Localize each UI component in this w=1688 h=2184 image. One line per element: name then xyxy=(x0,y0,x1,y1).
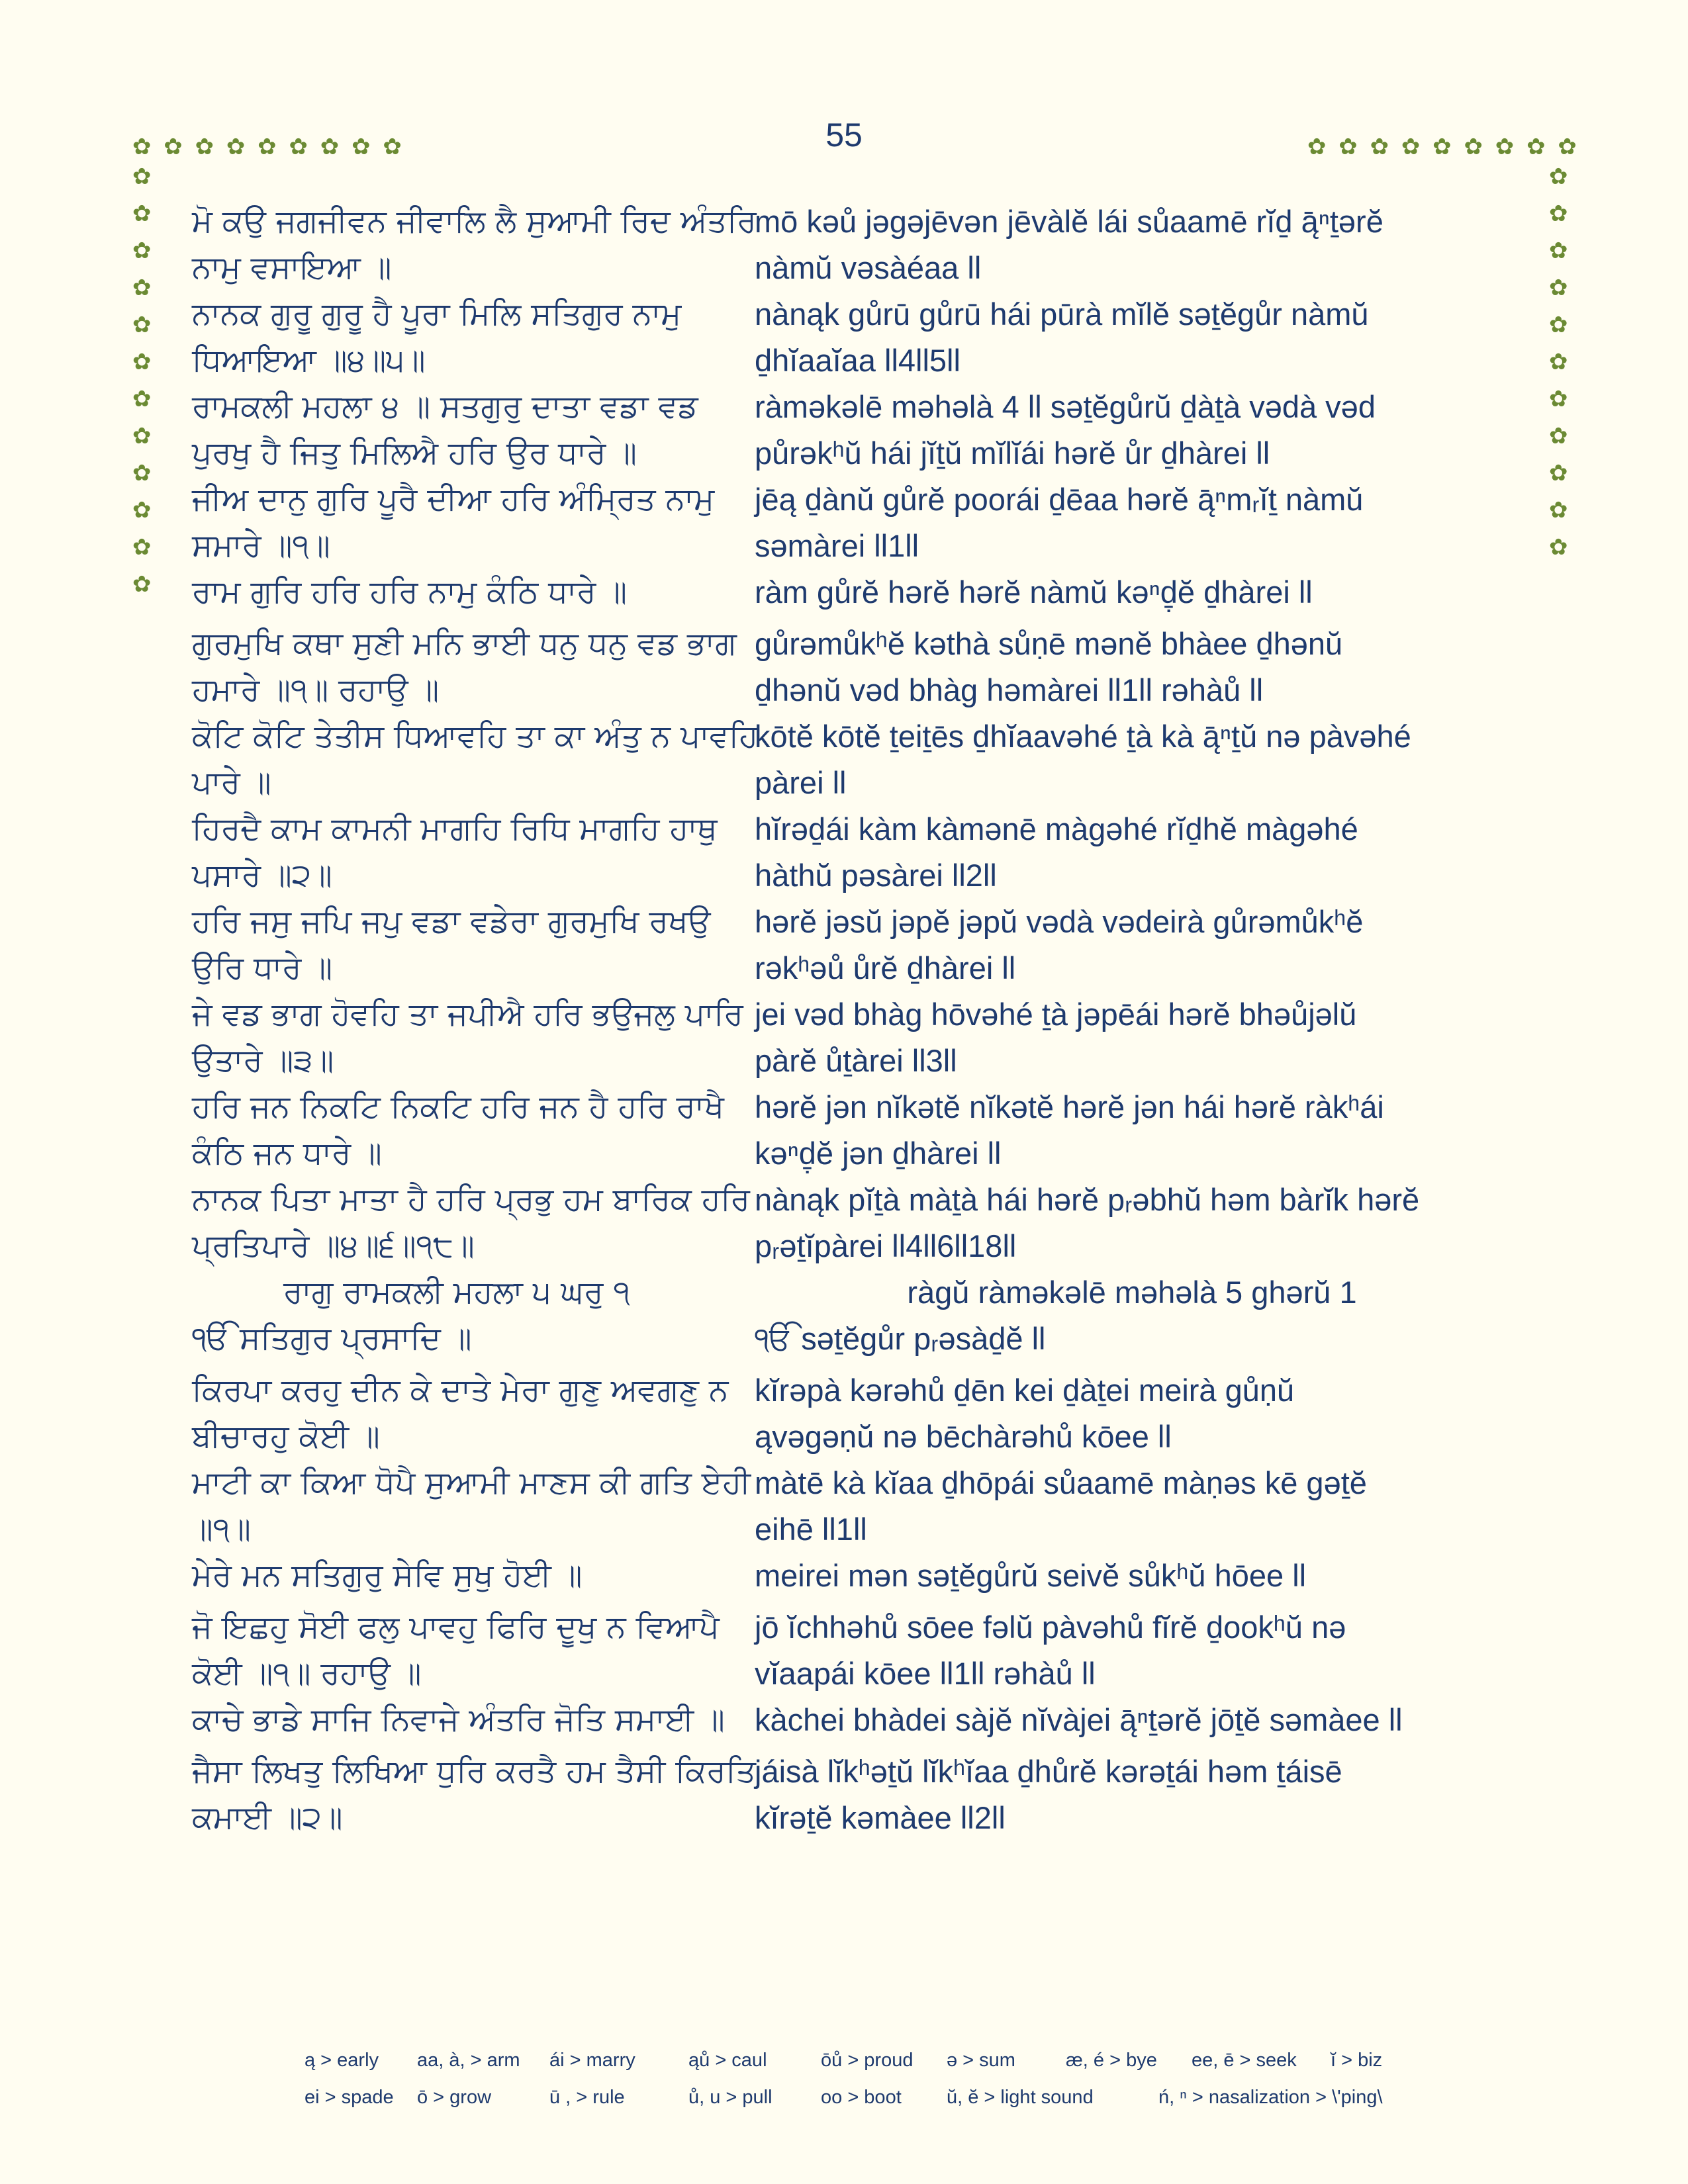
legend-item: ą > early xyxy=(305,2049,379,2071)
transliteration-line: půrəkʰŭ hái jĭṯŭ mĭlĭái hərĕ ůr ḏhàrei ll xyxy=(755,435,1270,471)
transliteration-line: ąvəgəṇŭ nə bēchàrəhů kōee ll xyxy=(755,1419,1172,1454)
transliteration-line: hərĕ jən nĭkətĕ nĭkətĕ hərĕ jən hái hərĕ ràkʰái xyxy=(755,1089,1384,1124)
gurmukhi-line: ਰਾਗੁ ਰਾਮਕਲੀ ਮਹਲਾ ੫ ਘਰੁ ੧ xyxy=(283,1274,630,1310)
gurmukhi-line: ਪਾਰੇ ॥ xyxy=(192,764,271,801)
gurmukhi-text xyxy=(192,1269,741,1316)
transliteration-line: vĭaapái kōee ll1ll rəhàů ll xyxy=(755,1656,1096,1691)
gurmukhi-text xyxy=(192,1316,741,1362)
gurmukhi-line: ਨਾਨਕ ਪਿਤਾ ਮਾਤਾ ਹੈ ਹਰਿ ਪ੍ਰਭੁ ਹਮ ਬਾਰਿਕ ਹਰਿ xyxy=(192,1181,750,1218)
verse-row xyxy=(192,621,1509,713)
legend-item: ŭ, ĕ > light sound xyxy=(947,2086,1094,2108)
gurmukhi-text xyxy=(192,806,741,899)
transliteration-text xyxy=(741,1367,1509,1460)
legend-item: ů, u > pull xyxy=(688,2086,773,2108)
gurmukhi-line: ਮੇਰੇ ਮਨ ਸਤਿਗੁਰੁ ਸੇਵਿ ਸੁਖੁ ਹੋਈ ॥ xyxy=(192,1557,583,1594)
verse-row xyxy=(192,1084,1509,1177)
transliteration-line: kəⁿḏ̣ĕ jən ḏhàrei ll xyxy=(755,1136,1002,1171)
transliteration-text xyxy=(741,1460,1509,1553)
legend-item: æ, é > bye xyxy=(1066,2049,1157,2071)
transliteration-line: eihē ll1ll xyxy=(755,1512,867,1547)
transliteration-line: mō kəů jəgəjēvən jēvàlĕ lái sůaamē rĭḏ ą̄ⁿṯərĕ xyxy=(755,204,1383,239)
left-flower-border: ✿ ✿ ✿ ✿ ✿ ✿ ✿ ✿ ✿ ✿ ✿ ✿ xyxy=(132,163,152,598)
gurmukhi-line: ਕੋਟਿ ਕੋਟਿ ਤੇਤੀਸ ਧਿਆਵਹਿ ਤਾ ਕਾ ਅੰਤੁ ਨ ਪਾਵਹਿ xyxy=(192,718,759,754)
legend-item: ĭ > biz xyxy=(1331,2049,1383,2071)
transliteration-line: jáisà lĭkʰəṯŭ lĭkʰĭaa ḏhůrĕ kərəṯái həm ṯáisē xyxy=(755,1754,1342,1789)
transliteration-line: ੴ səṯĕgůr pᵣəsàḏĕ ll xyxy=(755,1321,1046,1356)
gurmukhi-line: ਮੋ ਕਉ ਜਗਜੀਵਨ ਜੀਵਾਲਿ ਲੈ ਸੁਆਮੀ ਰਿਦ ਅੰਤਰਿ xyxy=(192,203,757,240)
gurmukhi-line: ਗੁਰਮੁਖਿ ਕਥਾ ਸੁਣੀ ਮਨਿ ਭਾਈ ਧਨੁ ਧਨੁ ਵਡ ਭਾਗ xyxy=(192,625,737,662)
transliteration-line: kĭrəpà kərəhů ḏēn kei ḏàṯei meirà gůṇŭ xyxy=(755,1373,1295,1408)
transliteration-text xyxy=(741,1084,1509,1177)
transliteration-line: kōtĕ kōtĕ ṯeiṯēs ḏhĭaavəhé ṯà kà ą̄ⁿṯŭ nə pàvəhé xyxy=(755,719,1411,754)
legend-row xyxy=(305,2079,1483,2116)
transliteration-line: jō ĭchhəhů sōee fəlŭ pàvəhů fĭrĕ ḏookʰŭ nə xyxy=(755,1610,1346,1645)
transliteration-text xyxy=(741,291,1509,384)
legend-item: oo > boot xyxy=(821,2086,902,2108)
legend-item: ei > spade xyxy=(305,2086,394,2108)
legend-item: ə > sum xyxy=(947,2049,1015,2071)
gurmukhi-text xyxy=(192,621,741,713)
transliteration-text xyxy=(741,1269,1509,1316)
verse-row xyxy=(192,991,1509,1084)
transliteration-text xyxy=(741,384,1509,477)
gurmukhi-line: ਕਮਾਈ ॥੨॥ xyxy=(192,1799,343,1836)
transliteration-line: ràgŭ ràməkəlē məhəlà 5 ghərŭ 1 xyxy=(907,1275,1357,1310)
gurmukhi-text xyxy=(192,1553,741,1599)
gurmukhi-line: ਉਰਿ ਧਾਰੇ ॥ xyxy=(192,950,333,986)
transliteration-line: meirei mən səṯĕgůrŭ seivĕ sůkʰŭ hōee ll xyxy=(755,1558,1307,1593)
verse-row xyxy=(192,1553,1509,1599)
verse-row xyxy=(192,1460,1509,1553)
verse-row xyxy=(192,384,1509,477)
verse-row xyxy=(192,291,1509,384)
transliteration-text xyxy=(741,569,1509,615)
legend-item: ō > grow xyxy=(417,2086,492,2108)
gurmukhi-line: ਨਾਨਕ ਗੁਰੂ ਗੁਰੂ ਹੈ ਪੂਰਾ ਮਿਲਿ ਸਤਿਗੁਰ ਨਾਮੁ xyxy=(192,296,682,332)
legend-item: ee, ē > seek xyxy=(1192,2049,1297,2071)
legend-item: ū , > rule xyxy=(549,2086,625,2108)
verse-row xyxy=(192,713,1509,806)
transliteration-line: kĭrəṯĕ kəmàee ll2ll xyxy=(755,1800,1006,1835)
verse-row xyxy=(192,1269,1509,1316)
transliteration-line: gůrəmůkʰĕ kəthà sůṇē mənĕ bhàee ḏhənŭ xyxy=(755,626,1343,661)
pronunciation-legend xyxy=(305,2042,1483,2116)
gurmukhi-line: ਨਾਮੁ ਵਸਾਇਆ ॥ xyxy=(192,250,392,286)
verse-row xyxy=(192,569,1509,615)
verse-list xyxy=(192,199,1509,1841)
gurmukhi-line: ਉਤਾਰੇ ॥੩॥ xyxy=(192,1042,334,1079)
transliteration-text xyxy=(741,1316,1509,1362)
transliteration-line: nànąk gůrū gůrū hái pūrà mĭlĕ səṯĕgůr nàmŭ xyxy=(755,296,1369,332)
gurmukhi-text xyxy=(192,199,757,291)
transliteration-text xyxy=(741,1749,1509,1841)
gurmukhi-text xyxy=(192,991,741,1084)
transliteration-line: nàmŭ vəsàéaa ll xyxy=(755,250,982,285)
transliteration-line: nànąk pĭṯà màṯà hái hərĕ pᵣəbhŭ həm bàrĭk hərĕ xyxy=(755,1182,1420,1217)
verse-row xyxy=(192,899,1509,991)
verse-row xyxy=(192,199,1509,291)
verse-row xyxy=(192,1367,1509,1460)
gurmukhi-text xyxy=(192,569,741,615)
gurmukhi-text xyxy=(192,1367,741,1460)
top-right-flower-border: ✿ ✿ ✿ ✿ ✿ ✿ ✿ ✿ ✿ xyxy=(1307,134,1579,160)
top-left-flower-border: ✿ ✿ ✿ ✿ ✿ ✿ ✿ ✿ ✿ xyxy=(132,134,404,160)
transliteration-text xyxy=(741,621,1509,713)
gurmukhi-line: ਜੇ ਵਡ ਭਾਗ ਹੋਵਹਿ ਤਾ ਜਪੀਐ ਹਰਿ ਭਉਜਲੁ ਪਾਰਿ xyxy=(192,996,743,1032)
gurmukhi-line: ਹਰਿ ਜਨ ਨਿਕਟਿ ਨਿਕਟਿ ਹਰਿ ਜਨ ਹੈ ਹਰਿ ਰਾਖੈ xyxy=(192,1089,724,1125)
gurmukhi-line: ਕੋਈ ॥੧॥ ਰਹਾਉ ॥ xyxy=(192,1655,422,1692)
gurmukhi-line: ਜੈਸਾ ਲਿਖਤੁ ਲਿਖਿਆ ਧੁਰਿ ਕਰਤੈ ਹਮ ਤੈਸੀ ਕਿਰਤਿ xyxy=(192,1753,756,1790)
gurmukhi-text xyxy=(192,477,741,569)
transliteration-text xyxy=(741,899,1509,991)
transliteration-line: hərĕ jəsŭ jəpĕ jəpŭ vədà vədeirà gůrəmůkʰĕ xyxy=(755,904,1364,939)
gurmukhi-text xyxy=(192,1697,741,1743)
gurmukhi-line: ਹਰਿ ਜਸੁ ਜਪਿ ਜਪੁ ਵਡਾ ਵਡੇਰਾ ਗੁਰਮੁਖਿ ਰਖਉ xyxy=(192,903,711,940)
transliteration-line: màtē kà kĭaa ḏhōpái sůaamē màṇəs kē gəṯĕ xyxy=(755,1465,1367,1500)
gurmukhi-text xyxy=(192,291,741,384)
legend-row xyxy=(305,2042,1483,2079)
gurmukhi-line: ਹਮਾਰੇ ॥੧॥ ਰਹਾਉ ॥ xyxy=(192,672,440,708)
legend-item: ōů > proud xyxy=(821,2049,914,2071)
transliteration-text xyxy=(741,1553,1509,1599)
gurmukhi-line: ਜੋ ਇਛਹੁ ਸੋਈ ਫਲੁ ਪਾਵਹੁ ਫਿਰਿ ਦੂਖੁ ਨ ਵਿਆਪੈ xyxy=(192,1609,720,1645)
transliteration-text xyxy=(741,1177,1509,1269)
gurmukhi-text xyxy=(192,384,741,477)
transliteration-line: kàchei bhàdei sàjĕ nĭvàjei ą̄ⁿṯərĕ jōṯĕ səmàee ll xyxy=(755,1702,1403,1737)
gurmukhi-line: ਹਿਰਦੈ ਕਾਮ ਕਾਮਨੀ ਮਾਗਹਿ ਰਿਧਿ ਮਾਗਹਿ ਹਾਥੁ xyxy=(192,811,718,847)
transliteration-text xyxy=(741,1697,1509,1743)
transliteration-line: jēą ḏànŭ gůrĕ poorái ḏēaa hərĕ ą̄ⁿmᵣĭṯ nàmŭ xyxy=(755,482,1364,517)
gurmukhi-text xyxy=(192,713,759,806)
transliteration-line: pàrei ll xyxy=(755,765,847,800)
right-flower-border: ✿ ✿ ✿ ✿ ✿ ✿ ✿ ✿ ✿ ✿ ✿ xyxy=(1549,163,1568,561)
gurmukhi-line: ਰਾਮ ਗੁਰਿ ਹਰਿ ਹਰਿ ਨਾਮੁ ਕੰਠਿ ਧਾਰੇ ॥ xyxy=(192,574,628,610)
legend-item: ái > marry xyxy=(549,2049,635,2071)
transliteration-text xyxy=(741,199,1509,291)
gurmukhi-text xyxy=(192,1749,756,1841)
gurmukhi-line: ਧਿਆਇਆ ॥੪॥੫॥ xyxy=(192,342,426,379)
gurmukhi-text xyxy=(192,1460,751,1553)
gurmukhi-text xyxy=(192,899,741,991)
gurmukhi-line: ਮਾਟੀ ਕਾ ਕਿਆ ਧੋਪੈ ਸੁਆਮੀ ਮਾਣਸ ਕੀ ਗਤਿ ਏਹੀ xyxy=(192,1465,751,1501)
page-number: 55 xyxy=(825,116,863,154)
legend-item: aa, à, > arm xyxy=(417,2049,520,2071)
gurmukhi-line: ਪ੍ਰਤਿਪਾਰੇ ॥੪॥੬॥੧੮॥ xyxy=(192,1228,475,1264)
gurmukhi-text xyxy=(192,1084,741,1177)
transliteration-line: pᵣəṯĭpàrei ll4ll6ll18ll xyxy=(755,1228,1017,1263)
gurmukhi-text xyxy=(192,1177,750,1269)
gurmukhi-line: ਰਾਮਕਲੀ ਮਹਲਾ ੪ ॥ ਸਤਗੁਰੁ ਦਾਤਾ ਵਡਾ ਵਡ xyxy=(192,388,698,425)
transliteration-line: hĭrəḏái kàm kàmənē màgəhé rĭḏhĕ màgəhé xyxy=(755,811,1358,846)
verse-row xyxy=(192,1177,1509,1269)
transliteration-line: ràm gůrĕ hərĕ hərĕ nàmŭ kəⁿḏ̣ĕ ḏhàrei ll xyxy=(755,574,1313,610)
transliteration-line: ràməkəlē məhəlà 4 ll səṯĕgůrŭ ḏàṯà vədà vəd xyxy=(755,389,1376,424)
gurmukhi-line: ੴ ਸਤਿਗੁਰ ਪ੍ਰਸਾਦਿ ॥ xyxy=(192,1320,472,1357)
transliteration-line: ḏhənŭ vəd bhàg həmàrei ll1ll rəhàů ll xyxy=(755,672,1264,707)
gurmukhi-line: ਬੀਚਾਰਹੁ ਕੋਈ ॥ xyxy=(192,1418,380,1455)
transliteration-line: jei vəd bhàg hōvəhé ṯà jəpēái hərĕ bhəůjəlŭ xyxy=(755,997,1357,1032)
gurmukhi-line: ਪਸਾਰੇ ॥੨॥ xyxy=(192,857,332,893)
gurmukhi-line: ਪੁਰਖੁ ਹੈ ਜਿਤੁ ਮਿਲਿਐ ਹਰਿ ਉਰ ਧਾਰੇ ॥ xyxy=(192,435,637,471)
transliteration-text xyxy=(741,713,1509,806)
transliteration-text xyxy=(741,806,1509,899)
gurmukhi-line: ॥੧॥ xyxy=(192,1511,251,1547)
gurmukhi-line: ਜੀਅ ਦਾਨੁ ਗੁਰਿ ਪੂਰੈ ਦੀਆ ਹਰਿ ਅੰਮ੍ਰਿਤ ਨਾਮੁ xyxy=(192,481,715,518)
transliteration-text xyxy=(741,477,1509,569)
verse-row xyxy=(192,1749,1509,1841)
transliteration-line: pàrĕ ůṯàrei ll3ll xyxy=(755,1043,957,1078)
transliteration-line: rəkʰəů ůrĕ ḏhàrei ll xyxy=(755,950,1016,985)
verse-row xyxy=(192,1604,1509,1697)
transliteration-line: ḏhĭaaĭaa ll4ll5ll xyxy=(755,343,961,378)
gurmukhi-line: ਕਾਚੇ ਭਾਡੇ ਸਾਜਿ ਨਿਵਾਜੇ ਅੰਤਰਿ ਜੋਤਿ ਸਮਾਈ ॥ xyxy=(192,1702,725,1738)
gurmukhi-line: ਕਿਰਪਾ ਕਰਹੁ ਦੀਨ ਕੇ ਦਾਤੇ ਮੇਰਾ ਗੁਣੁ ਅਵਗਣੁ ਨ xyxy=(192,1372,729,1408)
verse-row xyxy=(192,806,1509,899)
transliteration-line: səmàrei ll1ll xyxy=(755,528,919,563)
transliteration-text xyxy=(741,991,1509,1084)
legend-item: ąů > caul xyxy=(688,2049,767,2071)
verse-row xyxy=(192,1316,1509,1362)
gurmukhi-line: ਸਮਾਰੇ ॥੧॥ xyxy=(192,527,330,564)
verse-row xyxy=(192,477,1509,569)
transliteration-line: hàthŭ pəsàrei ll2ll xyxy=(755,858,997,893)
verse-row xyxy=(192,1697,1509,1743)
gurmukhi-line: ਕੰਠਿ ਜਨ ਧਾਰੇ ॥ xyxy=(192,1135,382,1171)
transliteration-text xyxy=(741,1604,1509,1697)
legend-item: ń, ⁿ > nasalization > \'ping\ xyxy=(1158,2086,1383,2108)
gurmukhi-text xyxy=(192,1604,741,1697)
